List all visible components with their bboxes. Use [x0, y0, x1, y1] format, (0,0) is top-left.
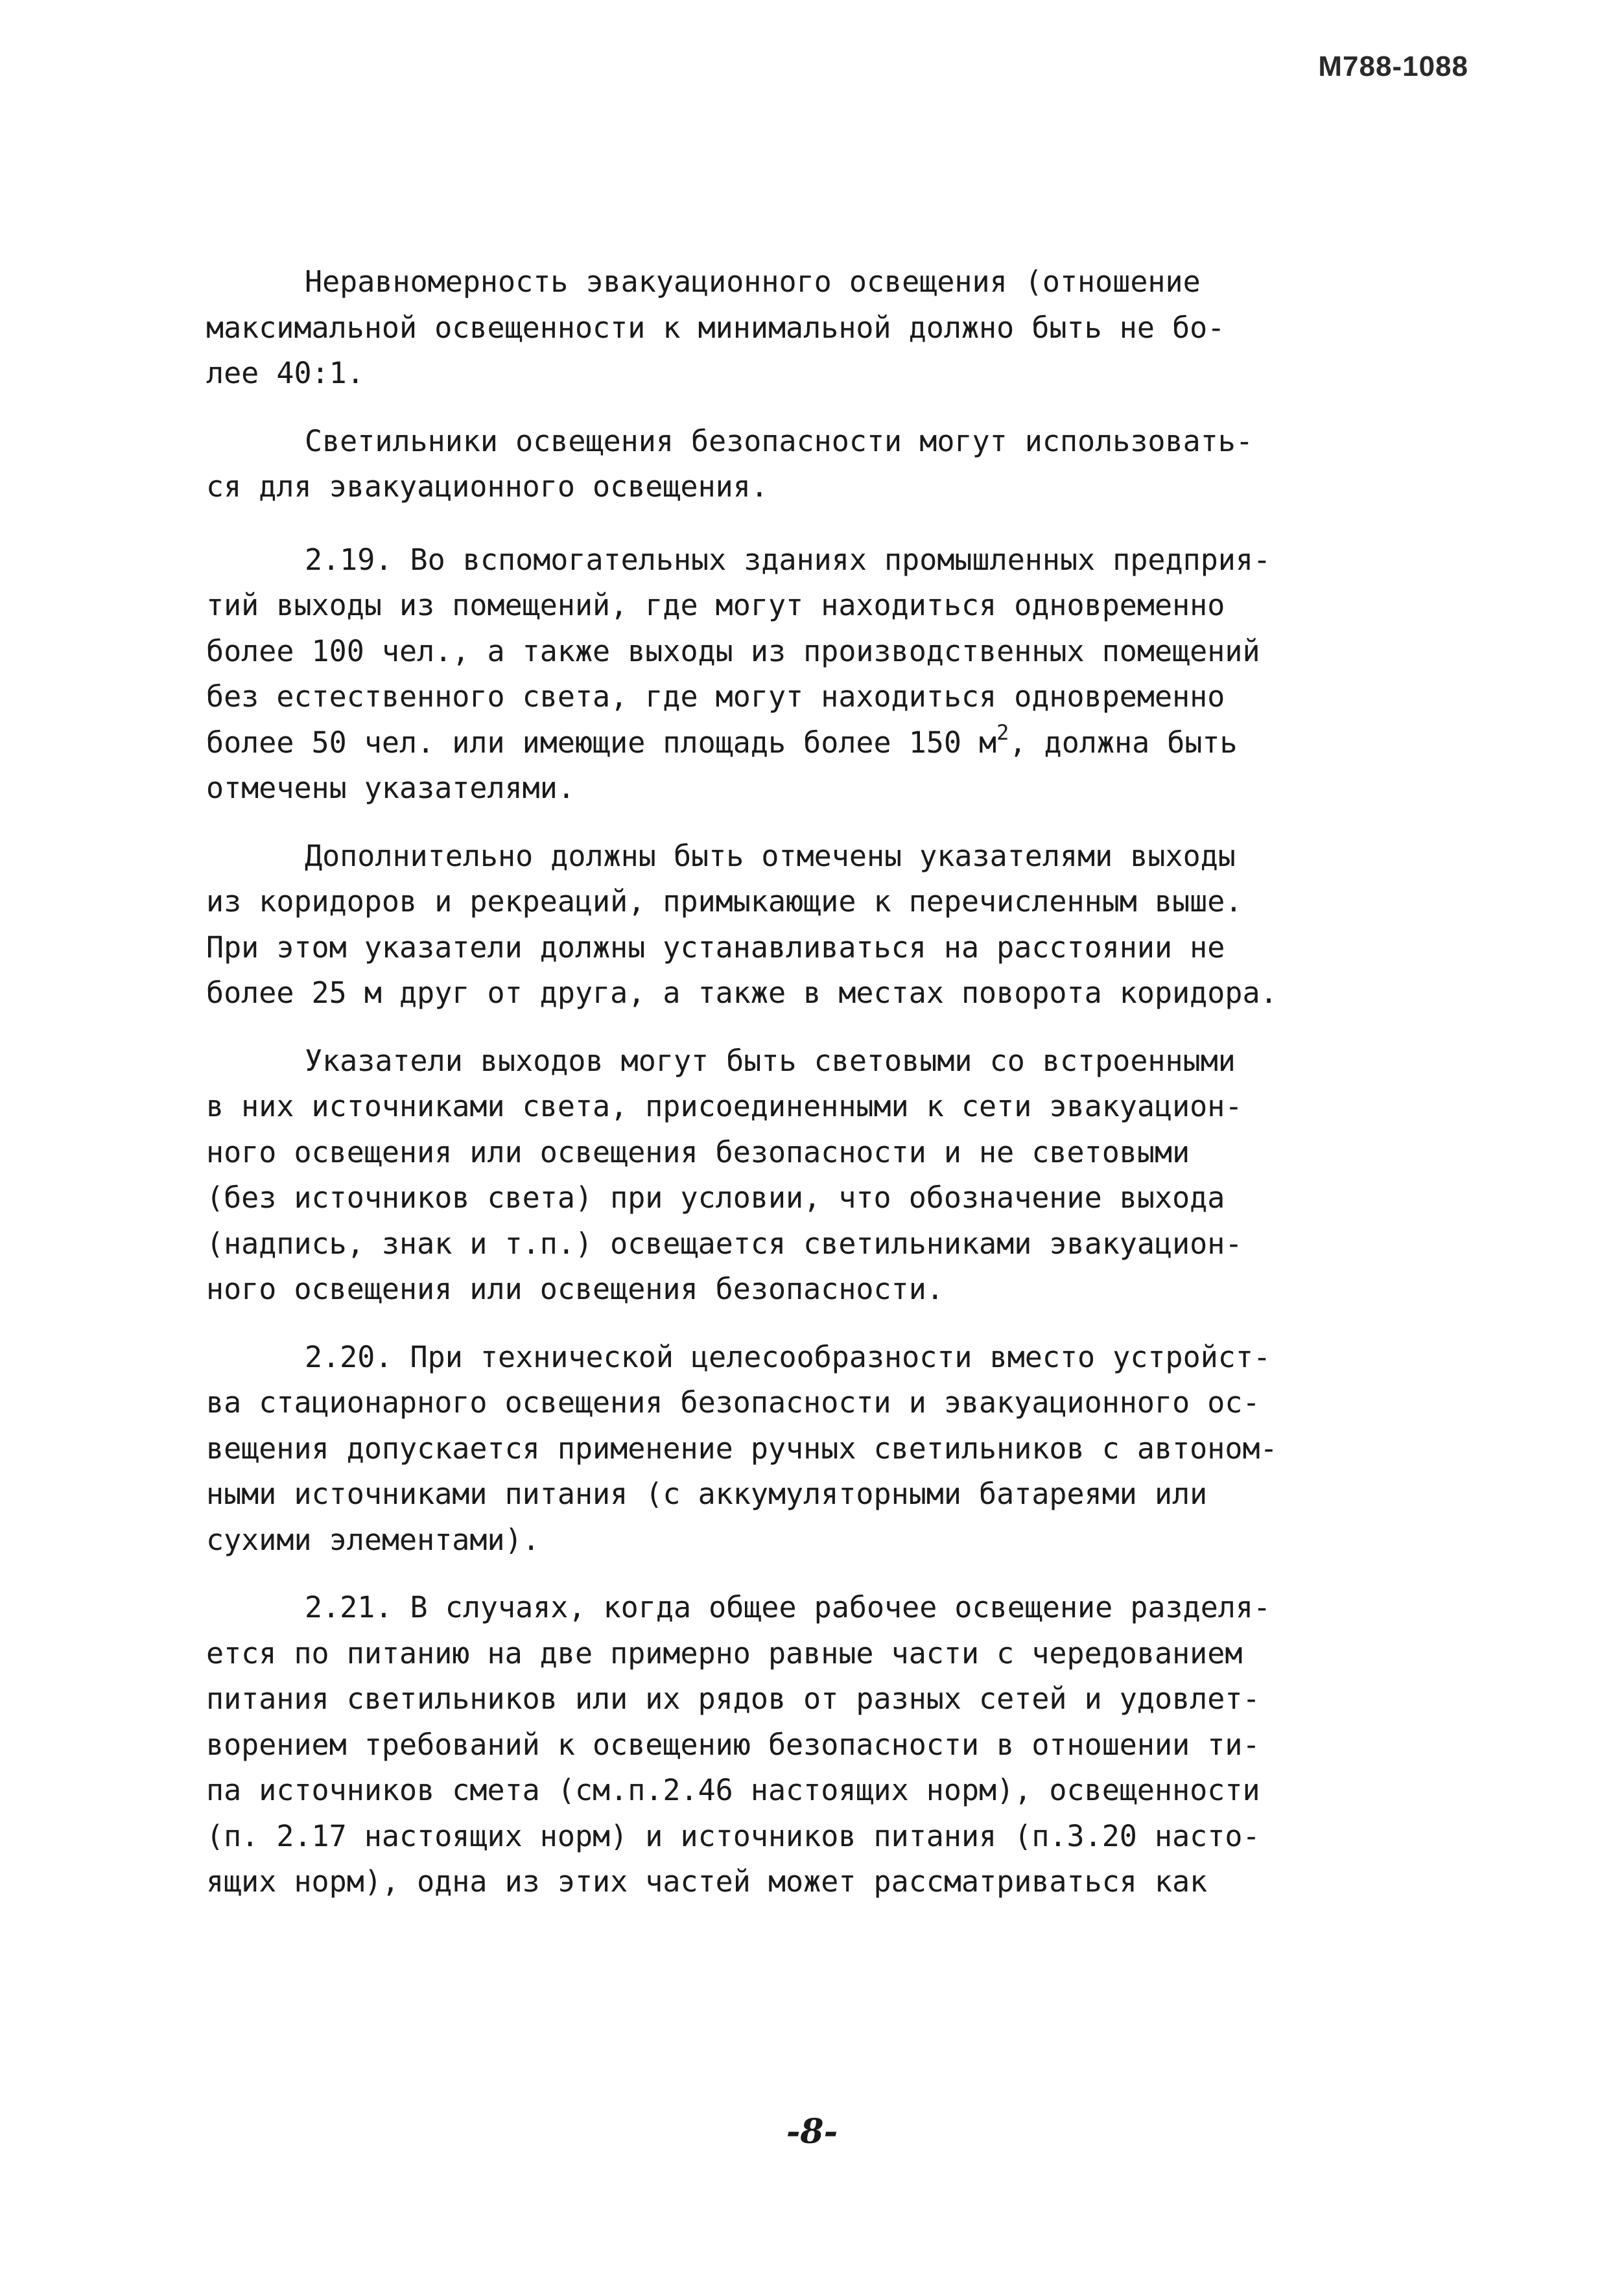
text-line: 2.21. В случаях, когда общее рабочее освещение разделя-: [305, 1590, 1271, 1624]
text-line: без естественного света, где могут находиться одновременно: [206, 679, 1225, 714]
superscript-squared: 2: [996, 720, 1009, 745]
text-line: ящих норм), одна из этих частей может рассматриваться как: [206, 1864, 1208, 1899]
paragraph-2-19: [206, 537, 1438, 812]
page-body: [206, 259, 1438, 1905]
text-line: из коридоров и рекреаций, примыкающие к перечисленным выше.: [206, 884, 1243, 919]
page-number: -8-: [786, 2112, 838, 2151]
text-line: более 100 чел., а также выходы из производственных помещений: [206, 633, 1260, 668]
paragraph-exit-signs: [206, 1038, 1438, 1313]
text-line: ными источниками питания (с аккумуляторными батареями или: [206, 1477, 1208, 1511]
paragraph-nonuniformity: [206, 259, 1438, 397]
text-line: тий выходы из помещений, где могут находиться одновременно: [206, 588, 1225, 622]
text-line: Светильники освещения безопасности могут использовать-: [305, 423, 1253, 458]
text-line: ворением требований к освещению безопасности в отношении ти-: [206, 1727, 1260, 1762]
text-line: более 25 м друг от друга, а также в местах поворота коридора.: [206, 976, 1278, 1010]
paragraph-safety-luminaires: [206, 419, 1438, 510]
text-line: максимальной освещенности к минимальной должно быть не бо-: [206, 310, 1225, 345]
text-line: (надпись, знак и т.п.) освещается светильниками эвакуацион-: [206, 1226, 1243, 1261]
text-line: 2.19. Во вспомогательных зданиях промышленных предприя-: [305, 542, 1271, 577]
text-line: вещения допускается применение ручных светильников с автоном-: [206, 1431, 1278, 1466]
text-line: в них источниками света, присоединенными к сети эвакуацион-: [206, 1089, 1243, 1123]
text-line: ва стационарного освещения безопасности и эвакуационного ос-: [206, 1385, 1260, 1420]
text-line: Указатели выходов могут быть световыми со встроенными: [305, 1043, 1236, 1078]
text-line: па источников смета (см.п.2.46 настоящих норм), освещенности: [206, 1773, 1260, 1807]
text-line: 2.20. При технической целесообразности вместо устройст-: [305, 1339, 1271, 1374]
text-line-main: более 50 чел. или имеющие площадь более 150 м: [206, 725, 997, 760]
paragraph-additional-signs: [206, 834, 1438, 1016]
paragraph-2-21: [206, 1585, 1438, 1905]
text-line: ся для эвакуационного освещения.: [206, 469, 768, 504]
text-line: (без источников света) при условии, что обозначение выхода: [206, 1180, 1225, 1215]
text-line: лее 40:1.: [206, 356, 364, 390]
paragraph-2-20: [206, 1335, 1438, 1564]
text-line: ного освещения или освещения безопасности.: [206, 1272, 944, 1306]
document-code: М788-1088: [1318, 51, 1468, 82]
text-line: [206, 720, 1438, 766]
text-line: Дополнительно должны быть отмечены указателями выходы: [305, 838, 1236, 873]
text-line: ется по питанию на две примерно равные части с чередованием: [206, 1635, 1243, 1670]
text-line: Неравномерность эвакуационного освещения (отношение: [305, 264, 1201, 299]
text-line: При этом указатели должны устанавливаться на расстоянии не: [206, 930, 1225, 965]
text-line: ного освещения или освещения безопасности и не световыми: [206, 1134, 1190, 1169]
text-line: питания светильников или их рядов от разных сетей и удовлет-: [206, 1682, 1260, 1716]
text-line: отмечены указателями.: [206, 771, 575, 805]
text-line: (п. 2.17 настоящих норм) и источников питания (п.3.20 насто-: [206, 1818, 1260, 1853]
text-line-tail: , должна быть: [1009, 725, 1238, 760]
text-line: сухими элементами).: [206, 1522, 540, 1557]
